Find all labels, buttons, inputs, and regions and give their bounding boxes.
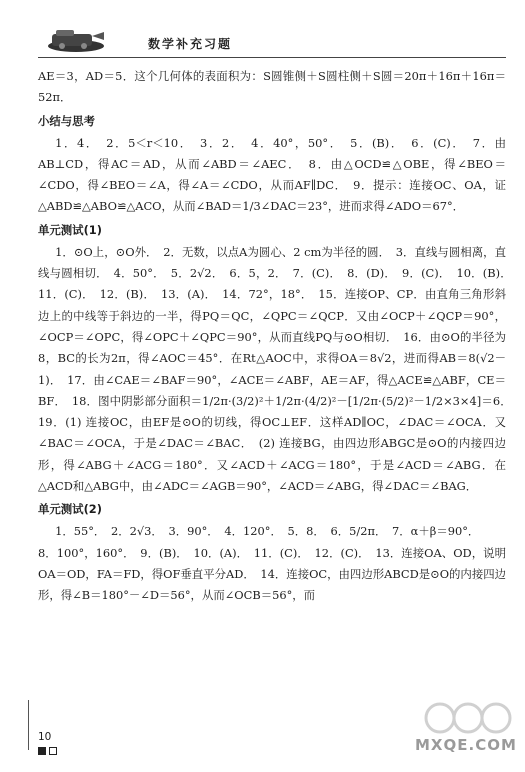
section-heading-unit-test-2: 单元测试(2): [38, 502, 102, 517]
answer-content: [38, 66, 518, 607]
margin-rule: [28, 700, 29, 750]
intro-paragraph: AE＝3，AD＝5．这个几何体的表面积为：S圆锥侧＋S圆柱侧＋S圆＝20π＋16π＋16π＝52π．: [38, 69, 506, 105]
book-logo-icon: [42, 24, 106, 54]
header-divider: [38, 57, 506, 58]
summary-answers: 1．4． 2．5＜r＜10． 3．2． 4．40°，50°． 5．(B)． 6．(C)． 7．由AB⊥CD，得AC＝AD，从而∠ABD＝∠AEC． 8．由△OCD≌△OBE，得∠BEO＝∠CDO，得∠BEO＝∠A，得∠A＝∠CDO，从而AF∥DC． 9．提示：连接OC、OA，证△ABD≌△ABO≌△ACO，从而∠BAD＝1/3∠DAC＝23°，进而求得∠ADO＝67°．: [38, 135, 506, 214]
section-heading-summary: 小结与思考: [38, 113, 95, 128]
book-title: 数学补充习题: [148, 37, 233, 51]
section-heading-unit-test-1: 单元测试(1): [38, 222, 102, 237]
watermark-text: MXQE.COM: [415, 736, 517, 754]
unit-test-2-answers-part1: 1．55°． 2．2√3． 3．90°． 4．120°． 5．8． 6．5/2π． 7．α＋β＝90°．: [55, 524, 480, 539]
unit-test-2-answers-part2: 8．100°，160°． 9．(B)． 10．(A)． 11．(C)． 12．(C)． 13．连接OA、OD，说明OA＝OD，FA＝FD，得OF垂直平分AD． 14．连接OC，由四边形ABCD是⊙O的内接四边形，得∠B＝180°－∠D＝56°，从而∠OCB＝56°，而: [38, 545, 506, 603]
unit-test-1-answers: 1．⊙O上，⊙O外． 2．无数，以点A为圆心、2 cm为半径的圆． 3．直线与圆相离，直线与圆相切． 4．50°． 5．2√2． 6．5，2． 7．(C)． 8．(D)． 9．(C)． 10．(B)． 11．(C)． 12．(B)． 13．(A)． 14．72°，18°． 15．连接OP、CP．由直角三角形斜边上的中线等于斜边的一半，得PQ＝QC，∠QPC＝∠QCP．又由∠OCP＋∠QCP＝90°，∠OCP＝∠OPC，得∠OPC＋∠QPC＝90°，从而直线PQ与⊙O相切． 16．由⊙O的半径为8，BC的长为2π，得∠AOC＝45°．在Rt△AOC中，求得OA＝8√2，进而得AB＝8(√2－1)． 17．由∠CAE＝∠BAF＝90°，∠ACE＝∠ABF，AE＝AF，得△ACE≌△ABF，CE＝BF． 18．图中阴影部分面积＝1/2π·(3/2)²＋1/2π·(4/2)²－[1/2π·(5/2)²－1/2×3×4]＝6． 19．(1) 连接OC，由EF是⊙O的切线，得OC⊥EF．这样AD∥OC，∠DAC＝∠OCA．又∠BAC＝∠OCA，于是∠DAC＝∠BAC． (2) 连接BG，由四边形ABGC是⊙O的内接四边形，得∠ABG＋∠ACG＝180°．又∠ACD＋∠ACG＝180°，于是∠ACD＝∠ABG．在△ACD和△ABG中，由∠ADC＝∠AGB＝90°，∠ACD＝∠ABG，得∠DAC＝∠BAG．: [38, 244, 518, 494]
filled-square-icon: [38, 747, 46, 755]
page-header: [38, 20, 508, 60]
page-marks: [38, 747, 60, 757]
hollow-square-icon: [49, 747, 57, 755]
page-number: 10: [38, 731, 52, 743]
